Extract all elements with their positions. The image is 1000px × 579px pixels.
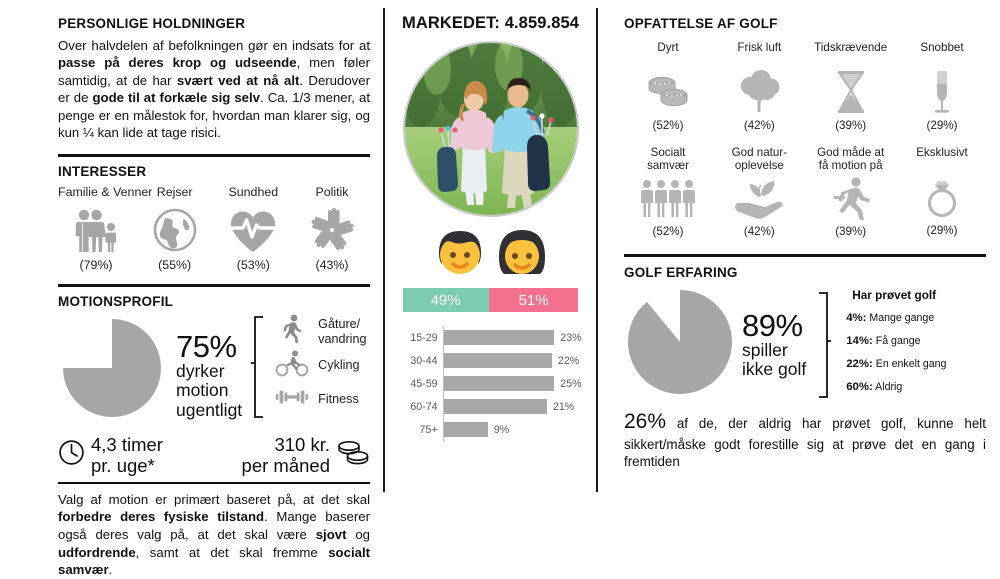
age-bar-value: 21%: [553, 400, 575, 413]
age-bar-row: [400, 395, 582, 418]
footnote-p5: .: [108, 562, 113, 578]
hands-star-icon: [294, 202, 370, 254]
perception-label: Dyrt: [657, 41, 679, 54]
coins-icon: [336, 437, 370, 472]
legend-pct: 22%:: [846, 357, 873, 370]
perception-item: [898, 146, 986, 238]
perception-pct: (42%): [743, 224, 775, 238]
perception-label: [807, 146, 895, 173]
attitudes-paragraph: [58, 37, 370, 142]
attitudes-p1: Over halvdelen af befolkningen gør en indsats for at: [58, 38, 370, 53]
perception-label-line1: Socialt: [650, 146, 686, 159]
activity-label: [318, 358, 359, 372]
footnote-p2: . Mange baserer også deres valg på, at det skal være: [58, 509, 370, 543]
perception-item: [715, 146, 803, 238]
age-bar-track: [443, 372, 582, 395]
motion-footnote: [58, 491, 370, 579]
age-bar-value: 23%: [560, 331, 582, 344]
activity-label: [318, 392, 359, 406]
motion-brace: [250, 315, 266, 419]
hourglass-icon: [807, 67, 895, 117]
legend-label: En enkelt gang: [875, 357, 947, 370]
legend-label: Aldrig: [875, 380, 903, 393]
perception-label-line1: God måde at: [817, 146, 885, 159]
motion-activity-list: [272, 315, 366, 417]
perception-label-line2: få motion på: [818, 159, 883, 173]
age-bar-value: 25%: [560, 377, 582, 390]
experience-headline: [742, 307, 807, 404]
legend-item: [846, 381, 946, 393]
age-bar-value: 9%: [493, 423, 510, 436]
attitudes-b1: passe på deres krop og udseende: [58, 55, 297, 71]
footnote-b3: udfordrende: [58, 544, 136, 560]
perception-pct: (52%): [652, 119, 684, 132]
interest-item: [137, 185, 213, 272]
perception-pct: (29%): [926, 224, 958, 237]
right-column: [598, 0, 1000, 500]
perception-pct: (52%): [652, 224, 684, 238]
rule-above-interests: [58, 154, 370, 157]
perception-pct: (39%): [835, 119, 867, 132]
male-share: 49%: [403, 288, 489, 312]
perception-label-line2: samvær: [647, 159, 689, 173]
age-bar-row: [400, 372, 582, 395]
activity-label: [318, 317, 366, 345]
money-stat-line1: 310 kr.: [274, 433, 330, 455]
market-title: MARKEDET: 4.859.854: [401, 14, 580, 32]
perception-row-2: [624, 146, 986, 238]
clock-icon: [58, 439, 85, 471]
time-stat-line1: 4,3 timer: [91, 433, 163, 455]
experience-title: GOLF ERFARING: [624, 264, 738, 280]
perception-label: [624, 146, 712, 173]
time-stat-text: [91, 434, 163, 476]
activity-item: [272, 315, 366, 349]
left-column: [0, 0, 383, 578]
closing-text: af de, der aldrig har prøvet golf, kunne helt sikkert/måske godt forestille sig at prøve det en gang i fremtiden: [624, 415, 986, 470]
golf-experience: [624, 286, 986, 404]
family-icon: [58, 202, 134, 254]
walking-icon: [272, 314, 312, 349]
female-avatar-icon: [493, 223, 551, 281]
closing-number: 26%: [624, 409, 667, 433]
interest-pct: (43%): [315, 257, 349, 272]
perception-label-line1: Eksklusivt: [916, 146, 968, 159]
perception-item: [715, 41, 803, 132]
gender-avatars: [393, 223, 588, 281]
diamond-ring-icon: [898, 172, 986, 222]
age-bar-row: [400, 326, 582, 349]
interest-pct: (53%): [236, 257, 270, 272]
experience-legend: [838, 286, 946, 404]
activity-item: [272, 383, 366, 417]
male-avatar-icon: [431, 223, 489, 281]
interest-item: [294, 185, 370, 272]
heart-pulse-icon: [215, 202, 291, 254]
activity-label-line1: Cykling: [318, 358, 360, 373]
legend-pct: 14%:: [846, 334, 873, 347]
age-distribution-chart: [400, 326, 582, 441]
activity-label-line1: Fitness: [318, 392, 359, 407]
age-bar-label: 60-74: [410, 400, 438, 413]
experience-sub-1: spiller: [742, 339, 788, 360]
motion-stats-row: [58, 434, 370, 476]
age-bar: [444, 376, 555, 391]
money-stat-line2: per måned: [241, 454, 330, 476]
footnote-b2: sjovt: [315, 527, 347, 543]
perception-pct: (39%): [835, 224, 867, 238]
dumbbell-icon: [272, 386, 312, 413]
age-bar: [444, 353, 552, 368]
motion-big-pct: 75%: [176, 328, 237, 364]
attitudes-title: PERSONLIGE HOLDNINGER: [58, 16, 246, 31]
footnote-p3: og: [346, 527, 370, 543]
people-group-icon: [624, 173, 712, 223]
rule-above-experience: [624, 254, 986, 257]
interest-label: Rejser: [156, 184, 193, 199]
perception-item: [898, 41, 986, 132]
legend-pct: 60%:: [846, 380, 873, 393]
motion-sub-2: motion: [176, 380, 229, 401]
age-bar-row: [400, 349, 582, 372]
experience-brace: [816, 286, 832, 404]
age-bar: [444, 399, 548, 414]
perception-item: [807, 146, 895, 238]
perception-title: OPFATTELSE AF GOLF: [624, 16, 778, 31]
interests-title: INTERESSER: [58, 163, 147, 179]
time-stat: [58, 434, 163, 476]
golf-couple-photo: [403, 41, 579, 217]
female-share: 51%: [489, 288, 579, 312]
motion-headline: [176, 328, 243, 421]
legend-label: Få gange: [875, 334, 921, 347]
perception-item: [624, 146, 712, 238]
interest-label: Sundhed: [228, 184, 279, 199]
interest-label: Familie & Venner: [58, 184, 153, 199]
experience-big-pct: 89%: [742, 307, 803, 343]
hand-plant-icon: [715, 173, 803, 223]
perception-label: Tidskrævende: [814, 41, 888, 54]
center-column: [385, 0, 596, 500]
perception-label-line1: God natur-: [731, 146, 788, 159]
money-stat: [242, 434, 370, 476]
rule-above-footnote: [58, 482, 370, 484]
experience-pie-chart: [624, 286, 736, 404]
attitudes-p3: . Derudover er de: [58, 72, 370, 106]
perception-label: [898, 146, 986, 172]
perception-item: [807, 41, 895, 132]
attitudes-b2: svært ved at nå alt: [176, 72, 300, 88]
closing-statement: [624, 408, 986, 472]
age-bar-label: 30-44: [410, 354, 438, 367]
motion-profile: [58, 315, 370, 426]
legend-item: [846, 335, 946, 347]
age-bar-label: 45-59: [410, 377, 438, 390]
legend-pct: 4%:: [846, 311, 867, 324]
attitudes-p2: , men føler samtidig, at de har: [58, 55, 370, 88]
motion-sub-3: ugentligt: [176, 399, 243, 420]
legend-item: [846, 312, 946, 324]
activity-item: [272, 349, 366, 383]
footnote-p4: , samt at det skal fremme: [135, 544, 329, 560]
age-bar-track: [443, 418, 582, 441]
age-bar: [444, 422, 488, 437]
age-bar: [444, 330, 555, 345]
tree-icon: [715, 67, 803, 117]
champagne-glass-icon: [898, 67, 986, 117]
motion-title: MOTIONSPROFIL: [58, 293, 174, 309]
legend-item: [846, 358, 946, 370]
perception-pct: (29%): [926, 119, 958, 132]
cycling-icon: [272, 349, 312, 382]
footnote-p1: Valg af motion er primært baseret på, at det skal: [58, 491, 370, 507]
attitudes-b3: gode til at forkæle sig selv: [92, 90, 260, 106]
footnote-b1: forbedre deres fysiske tilstand: [58, 509, 265, 525]
interest-pct: (79%): [79, 257, 113, 272]
perception-label-line2: oplevelse: [734, 159, 784, 173]
coins-icon: [624, 67, 712, 117]
footnote-b4: socialt samvær: [58, 544, 370, 578]
age-bar-label: 15-29: [410, 331, 438, 344]
age-bar-value: 22%: [557, 354, 580, 367]
motion-sub-1: dyrker: [176, 360, 225, 381]
age-bar-track: [443, 349, 582, 372]
activity-label-line1: Gåture/: [318, 317, 361, 332]
legend-title: Har prøvet golf: [852, 287, 937, 302]
perception-label: Frisk luft: [737, 41, 782, 54]
interests-grid: [58, 185, 370, 272]
perception-label: [715, 146, 803, 173]
time-stat-line2: pr. uge*: [91, 454, 155, 476]
perception-pct: (42%): [743, 119, 775, 132]
age-bar-track: [443, 326, 582, 349]
attitudes-p4: . Ca. 1/3 mener, at penge er en målestok for, hvordan man klarer sig, og kun ¼ kan lide at tage risici.: [58, 90, 370, 141]
running-icon: [807, 173, 895, 223]
experience-sub-2: ikke golf: [742, 359, 807, 380]
rule-above-motion: [58, 284, 370, 287]
interest-item: [58, 184, 153, 272]
globe-icon: [137, 202, 213, 254]
motion-pie-chart: [58, 315, 170, 426]
interest-item: [215, 185, 291, 272]
perception-item: [624, 41, 712, 132]
gender-split-bar: [403, 288, 579, 312]
age-bar-row: [400, 418, 582, 441]
activity-label-line2: vandring: [318, 331, 367, 346]
interest-label: Politik: [315, 184, 349, 199]
age-bar-track: [443, 395, 582, 418]
age-bar-label: 75+: [419, 423, 438, 436]
money-stat-text: [242, 434, 330, 476]
interest-pct: (55%): [158, 257, 192, 272]
legend-label: Mange gange: [869, 311, 935, 324]
perception-label: Snobbet: [920, 41, 964, 54]
perception-row-1: [624, 41, 986, 132]
